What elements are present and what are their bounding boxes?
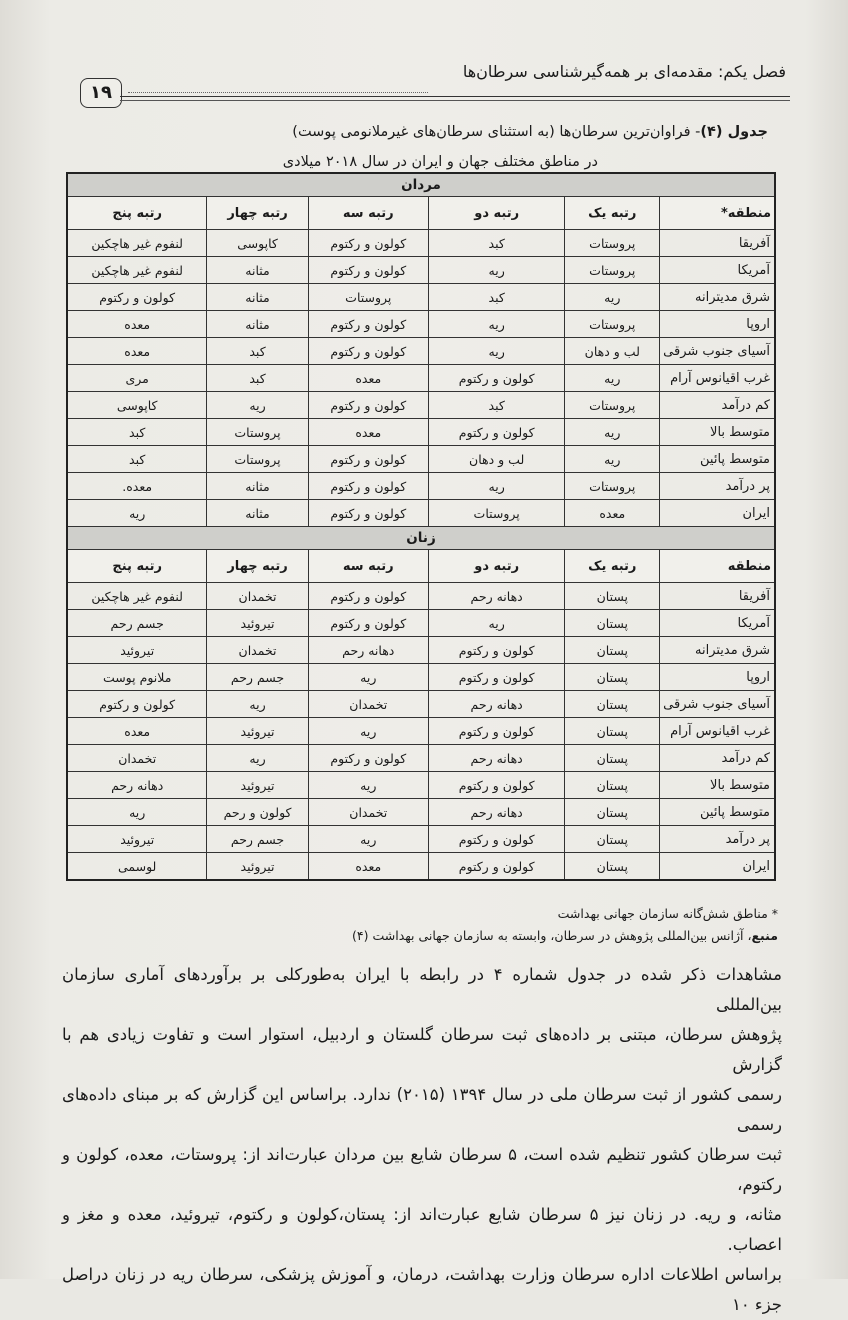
- rank-cell: کاپوسی: [67, 392, 207, 419]
- men-section-title: مردان: [67, 173, 775, 197]
- column-header: رتبه یک: [565, 197, 660, 230]
- table-row: [67, 473, 775, 500]
- rank-cell: ریه: [308, 718, 428, 745]
- page-number: ۱۹: [80, 78, 122, 108]
- rank-cell: معده.: [67, 473, 207, 500]
- region-cell: شرق مدیترانه: [660, 637, 775, 664]
- table-row: [67, 664, 775, 691]
- region-cell: آفریقا: [660, 230, 775, 257]
- rank-cell: کولون و رکتوم: [308, 392, 428, 419]
- region-cell: اروپا: [660, 664, 775, 691]
- table-row: [67, 500, 775, 527]
- body-paragraph: [62, 960, 782, 1320]
- region-cell: غرب اقیانوس آرام: [660, 365, 775, 392]
- rank-cell: کولون و رکتوم: [428, 853, 565, 881]
- rank-cell: کبد: [67, 419, 207, 446]
- rank-cell: ریه: [428, 473, 565, 500]
- rank-cell: مثانه: [207, 473, 308, 500]
- rank-cell: کاپوسی: [207, 230, 308, 257]
- table-caption-line2: در مناطق مختلف جهان و ایران در سال ۲۰۱۸ میلادی: [282, 154, 598, 170]
- rank-cell: تیروئید: [67, 637, 207, 664]
- rank-cell: پستان: [565, 853, 660, 881]
- rank-cell: ملانوم پوست: [67, 664, 207, 691]
- rank-cell: کبد: [428, 230, 565, 257]
- rank-cell: ریه: [428, 257, 565, 284]
- rank-cell: ریه: [207, 392, 308, 419]
- region-cell: آسیای جنوب شرقی: [660, 338, 775, 365]
- region-cell: متوسط پائین: [660, 446, 775, 473]
- column-header: رتبه دو: [428, 197, 565, 230]
- table-row: [67, 826, 775, 853]
- rank-cell: ریه: [428, 338, 565, 365]
- rank-cell: لب و دهان: [565, 338, 660, 365]
- column-header: رتبه چهار: [207, 550, 308, 583]
- rank-cell: جسم رحم: [207, 664, 308, 691]
- rank-cell: ریه: [308, 664, 428, 691]
- table-row: [67, 583, 775, 610]
- table-row: [67, 284, 775, 311]
- region-cell: ایران: [660, 500, 775, 527]
- table-row: [67, 365, 775, 392]
- rank-cell: پستان: [565, 799, 660, 826]
- rank-cell: کولون و رکتوم: [428, 772, 565, 799]
- rank-cell: کولون و رکتوم: [308, 473, 428, 500]
- rank-cell: مری: [67, 365, 207, 392]
- region-cell: آمریکا: [660, 257, 775, 284]
- rank-cell: پستان: [565, 664, 660, 691]
- rank-cell: ریه: [565, 365, 660, 392]
- rank-cell: کولون و رکتوم: [308, 257, 428, 284]
- rank-cell: ریه: [428, 311, 565, 338]
- rank-cell: ریه: [308, 826, 428, 853]
- column-header: منطقه: [660, 550, 775, 583]
- rank-cell: پروستات: [207, 419, 308, 446]
- rank-cell: کولون و رکتوم: [428, 664, 565, 691]
- rank-cell: کولون و رکتوم: [308, 311, 428, 338]
- rank-cell: مثانه: [207, 311, 308, 338]
- rank-cell: معده: [67, 718, 207, 745]
- women-section: [67, 527, 775, 550]
- rank-cell: پروستات: [565, 257, 660, 284]
- rank-cell: پستان: [565, 610, 660, 637]
- rank-cell: معده: [308, 365, 428, 392]
- rank-cell: معده: [67, 338, 207, 365]
- rank-cell: کبد: [428, 392, 565, 419]
- table-row: [67, 799, 775, 826]
- rank-cell: مثانه: [207, 284, 308, 311]
- header-rule-thin: [120, 100, 790, 102]
- rank-cell: ریه: [67, 500, 207, 527]
- body-line: پژوهش سرطان، مبتنی بر داده‌های ثبت سرطان گلستان و اردبیل، استوار است و تفاوت زیادی هم با گزارش: [62, 1025, 782, 1074]
- rank-cell: کولون و رکتوم: [308, 230, 428, 257]
- men-section: [67, 173, 775, 197]
- rank-cell: تخمدان: [67, 745, 207, 772]
- region-cell: کم درآمد: [660, 392, 775, 419]
- column-header: رتبه سه: [308, 197, 428, 230]
- region-cell: کم درآمد: [660, 745, 775, 772]
- table-header-row: [67, 550, 775, 583]
- rank-cell: لب و دهان: [428, 446, 565, 473]
- rank-cell: پستان: [565, 826, 660, 853]
- rank-cell: دهانه رحم: [67, 772, 207, 799]
- rank-cell: کولون و رحم: [207, 799, 308, 826]
- footnote-source-label: منبع: [751, 928, 778, 943]
- column-header: رتبه پنج: [67, 197, 207, 230]
- table-row: [67, 691, 775, 718]
- rank-cell: پروستات: [428, 500, 565, 527]
- region-cell: متوسط بالا: [660, 419, 775, 446]
- region-cell: آسیای جنوب شرقی: [660, 691, 775, 718]
- rank-cell: تیروئید: [207, 718, 308, 745]
- column-header: منطقه*: [660, 197, 775, 230]
- rank-cell: پستان: [565, 745, 660, 772]
- rank-cell: ریه: [565, 284, 660, 311]
- rank-cell: پستان: [565, 718, 660, 745]
- rank-cell: پستان: [565, 583, 660, 610]
- rank-cell: تیروئید: [207, 853, 308, 881]
- rank-cell: تخمدان: [207, 637, 308, 664]
- table-row: [67, 419, 775, 446]
- rank-cell: جسم رحم: [207, 826, 308, 853]
- footnote-regions: * مناطق شش‌گانه سازمان جهانی بهداشت: [557, 906, 778, 921]
- footnote-source-text: ، آژانس بین‌المللی پژوهش در سرطان، وابسته به سازمان جهانی بهداشت (۴): [352, 928, 752, 943]
- column-header: رتبه سه: [308, 550, 428, 583]
- region-cell: اروپا: [660, 311, 775, 338]
- body-line: مشاهدات ذکر شده در جدول شماره ۴ در رابطه با ایران به‌طورکلی بر برآوردهای آماری سازمان بین‌المللی: [62, 965, 782, 1014]
- rank-cell: لنفوم غیر هاچکین: [67, 230, 207, 257]
- rank-cell: تخمدان: [308, 691, 428, 718]
- region-cell: غرب اقیانوس آرام: [660, 718, 775, 745]
- rank-cell: ریه: [565, 419, 660, 446]
- rank-cell: کبد: [207, 365, 308, 392]
- column-header: رتبه یک: [565, 550, 660, 583]
- table-caption-label: جدول (۴): [700, 124, 768, 140]
- body-line: براساس اطلاعات اداره سرطان وزارت بهداشت، درمان، و آموزش پزشکی، سرطان ریه در زنان دراصل جزء ۱۰: [62, 1265, 782, 1314]
- rank-cell: پستان: [565, 691, 660, 718]
- rank-cell: ریه: [308, 772, 428, 799]
- rank-cell: پروستات: [308, 284, 428, 311]
- rank-cell: دهانه رحم: [308, 637, 428, 664]
- body-line: رسمی کشور از ثبت سرطان ملی در سال ۱۳۹۴ (۲۰۱۵) ندارد. براساس این گزارش که بر مبنای داده‌های رسمی: [62, 1085, 782, 1134]
- rank-cell: کولون و رکتوم: [308, 338, 428, 365]
- table-row: [67, 745, 775, 772]
- rank-cell: پستان: [565, 772, 660, 799]
- rank-cell: جسم رحم: [67, 610, 207, 637]
- table-row: [67, 637, 775, 664]
- table-row: [67, 772, 775, 799]
- rank-cell: ریه: [565, 446, 660, 473]
- rank-cell: کولون و رکتوم: [308, 500, 428, 527]
- women-section-title: زنان: [67, 527, 775, 550]
- region-cell: آمریکا: [660, 610, 775, 637]
- rank-cell: دهانه رحم: [428, 745, 565, 772]
- rank-cell: تخمدان: [308, 799, 428, 826]
- table-row: [67, 311, 775, 338]
- region-cell: متوسط بالا: [660, 772, 775, 799]
- rank-cell: کولون و رکتوم: [308, 583, 428, 610]
- table-row: [67, 338, 775, 365]
- rank-cell: تیروئید: [207, 772, 308, 799]
- table-caption: [292, 124, 768, 140]
- rank-cell: مثانه: [207, 500, 308, 527]
- table-row: [67, 392, 775, 419]
- rank-cell: پروستات: [565, 311, 660, 338]
- header-dotted-rule: [128, 84, 428, 93]
- rank-cell: دهانه رحم: [428, 799, 565, 826]
- table-row: [67, 257, 775, 284]
- table-caption-line1: - فراوان‌ترین سرطان‌ها (به استثنای سرطان‌های غیرملانومی پوست): [292, 124, 701, 140]
- rank-cell: کولون و رکتوم: [67, 284, 207, 311]
- cancer-ranking-table: [66, 172, 776, 881]
- rank-cell: مثانه: [207, 257, 308, 284]
- rank-cell: ریه: [207, 745, 308, 772]
- column-header: رتبه چهار: [207, 197, 308, 230]
- rank-cell: لوسمی: [67, 853, 207, 881]
- region-cell: پر درآمد: [660, 473, 775, 500]
- rank-cell: معده: [308, 853, 428, 881]
- rank-cell: کولون و رکتوم: [428, 637, 565, 664]
- rank-cell: کولون و رکتوم: [308, 610, 428, 637]
- rank-cell: کولون و رکتوم: [428, 826, 565, 853]
- rank-cell: ریه: [207, 691, 308, 718]
- rank-cell: لنفوم غیر هاچکین: [67, 257, 207, 284]
- footnote-source: [352, 928, 778, 943]
- rank-cell: کبد: [428, 284, 565, 311]
- table-row: [67, 853, 775, 881]
- rank-cell: کولون و رکتوم: [308, 745, 428, 772]
- rank-cell: ریه: [67, 799, 207, 826]
- rank-cell: معده: [565, 500, 660, 527]
- rank-cell: تیروئید: [207, 610, 308, 637]
- rank-cell: کولون و رکتوم: [67, 691, 207, 718]
- rank-cell: دهانه رحم: [428, 583, 565, 610]
- table-row: [67, 446, 775, 473]
- region-cell: ایران: [660, 853, 775, 881]
- region-cell: پر درآمد: [660, 826, 775, 853]
- table-row: [67, 718, 775, 745]
- table-row: [67, 230, 775, 257]
- region-cell: شرق مدیترانه: [660, 284, 775, 311]
- rank-cell: پروستات: [565, 473, 660, 500]
- rank-cell: کولون و رکتوم: [428, 365, 565, 392]
- rank-cell: کولون و رکتوم: [428, 718, 565, 745]
- rank-cell: پروستات: [565, 230, 660, 257]
- rank-cell: پستان: [565, 637, 660, 664]
- rank-cell: دهانه رحم: [428, 691, 565, 718]
- rank-cell: تیروئید: [67, 826, 207, 853]
- rank-cell: کبد: [67, 446, 207, 473]
- rank-cell: پروستات: [565, 392, 660, 419]
- rank-cell: کولون و رکتوم: [308, 446, 428, 473]
- region-cell: متوسط پائین: [660, 799, 775, 826]
- table-header-row: [67, 197, 775, 230]
- rank-cell: معده: [308, 419, 428, 446]
- column-header: رتبه پنج: [67, 550, 207, 583]
- rank-cell: پروستات: [207, 446, 308, 473]
- body-line: مثانه، و ریه. در زنان نیز ۵ سرطان شایع عبارت‌اند از: پستان،کولون و رکتوم، تیروئید، معده و مغز و اعصاب.: [62, 1205, 782, 1254]
- region-cell: آفریقا: [660, 583, 775, 610]
- body-line: ثبت سرطان کشور تنظیم شده است، ۵ سرطان شایع بین مردان عبارت‌اند از: پروستات، معده، کولون و رکتوم،: [62, 1145, 783, 1194]
- chapter-title: فصل یکم: مقدمه‌ای بر همه‌گیرشناسی سرطان‌ها: [462, 62, 786, 81]
- column-header: رتبه دو: [428, 550, 565, 583]
- rank-cell: ریه: [428, 610, 565, 637]
- table-row: [67, 610, 775, 637]
- rank-cell: تخمدان: [207, 583, 308, 610]
- rank-cell: کولون و رکتوم: [428, 419, 565, 446]
- rank-cell: معده: [67, 311, 207, 338]
- rank-cell: کبد: [207, 338, 308, 365]
- header-rule: [120, 96, 790, 98]
- rank-cell: لنفوم غیر هاچکین: [67, 583, 207, 610]
